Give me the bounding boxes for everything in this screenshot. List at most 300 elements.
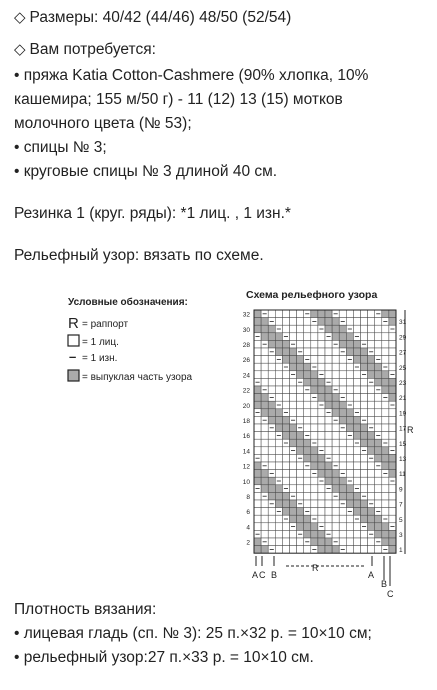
chart-cell	[268, 447, 275, 455]
chart-cell	[318, 424, 325, 432]
chart-cell	[290, 333, 297, 341]
chart-cell	[261, 394, 268, 402]
chart-cell	[332, 401, 339, 409]
chart-cell	[254, 394, 261, 402]
chart-cell	[275, 333, 282, 341]
chart-cell	[389, 462, 396, 470]
chart-cell	[353, 416, 360, 424]
chart-cell	[325, 371, 332, 379]
chart-cell	[275, 492, 282, 500]
density-title: Плотность вязания:	[14, 601, 157, 618]
chart-cell	[290, 386, 297, 394]
chart-cell	[261, 447, 268, 455]
chart-cell	[268, 416, 275, 424]
chart-cell	[368, 409, 375, 417]
chart-cell	[275, 340, 282, 348]
chart-cell	[282, 424, 289, 432]
chart-cell	[389, 318, 396, 326]
chart-cell	[389, 340, 396, 348]
chart-cell	[339, 409, 346, 417]
chart-cell	[268, 432, 275, 440]
chart-cell	[311, 424, 318, 432]
chart-cell	[261, 318, 268, 326]
chart-cell	[318, 485, 325, 493]
chart-cell	[353, 477, 360, 485]
chart-cell	[389, 485, 396, 493]
legend-purl-symbol: –	[69, 349, 77, 364]
chart-cell	[325, 318, 332, 326]
chart-cell	[304, 325, 311, 333]
circular-needles-line: • круговые спицы № 3 длиной 40 см.	[14, 163, 278, 180]
chart-cell	[254, 462, 261, 470]
chart-cell	[318, 416, 325, 424]
legend-relief-text: = выпуклая часть узора	[82, 372, 193, 383]
chart-cell	[346, 523, 353, 531]
chart-cell	[290, 485, 297, 493]
chart-cell	[290, 363, 297, 371]
chart-cell	[332, 546, 339, 554]
chart-cell	[261, 432, 268, 440]
chart-cell	[361, 363, 368, 371]
chart-cell	[382, 492, 389, 500]
chart-cell	[375, 439, 382, 447]
row-label-left: 30	[242, 326, 250, 334]
chart-cell	[353, 492, 360, 500]
chart-cell	[275, 485, 282, 493]
chart-cell	[275, 500, 282, 508]
side-rapport-label: R	[407, 425, 414, 435]
chart-cell	[290, 348, 297, 356]
chart-cell	[254, 523, 261, 531]
chart-cell	[382, 371, 389, 379]
chart-cell	[368, 356, 375, 364]
legend-knit-square	[68, 335, 79, 346]
chart-title: Схема рельефного узора	[246, 289, 378, 301]
chart-cell	[311, 378, 318, 386]
chart-cell	[290, 546, 297, 554]
chart-cell	[290, 424, 297, 432]
chart-cell	[268, 530, 275, 538]
chart-cell	[290, 439, 297, 447]
row-label-left: 12	[242, 463, 250, 471]
chart-cell	[311, 348, 318, 356]
chart-cell	[275, 523, 282, 531]
chart-cell	[297, 356, 304, 364]
chart-cell	[318, 348, 325, 356]
chart-cell	[275, 378, 282, 386]
chart-cell	[375, 363, 382, 371]
chart-cell	[254, 546, 261, 554]
chart-cell	[254, 492, 261, 500]
chart-cell	[339, 530, 346, 538]
chart-cell	[318, 363, 325, 371]
chart-cell	[375, 523, 382, 531]
chart-cell	[282, 447, 289, 455]
chart-cell	[325, 538, 332, 546]
chart-cell	[268, 310, 275, 318]
row-label-right: 23	[399, 380, 407, 387]
chart-cell	[297, 508, 304, 516]
chart-cell	[339, 432, 346, 440]
chart-cell	[325, 447, 332, 455]
chart-cell	[290, 454, 297, 462]
chart-cell	[275, 371, 282, 379]
chart-cell	[382, 348, 389, 356]
chart-cell	[353, 470, 360, 478]
chart-cell	[368, 371, 375, 379]
bottom-label-b-left: B	[271, 570, 278, 580]
chart-cell	[375, 485, 382, 493]
chart-cell	[282, 340, 289, 348]
relief-pattern-line: Рельефный узор: вязать по схеме.	[14, 247, 264, 264]
chart-cell	[268, 325, 275, 333]
chart-cell	[261, 515, 268, 523]
chart-cell	[297, 485, 304, 493]
chart-cell	[361, 325, 368, 333]
chart-cell	[375, 318, 382, 326]
chart-cell	[311, 454, 318, 462]
chart-cell	[332, 378, 339, 386]
chart-cell	[304, 439, 311, 447]
chart-cell	[361, 333, 368, 341]
chart-cell	[261, 356, 268, 364]
chart-cell	[297, 386, 304, 394]
chart-cell	[389, 432, 396, 440]
chart-cell	[332, 523, 339, 531]
chart-cell	[382, 378, 389, 386]
chart-cell	[311, 485, 318, 493]
chart-cell	[389, 409, 396, 417]
chart-cell	[282, 394, 289, 402]
chart-cell	[290, 401, 297, 409]
chart-cell	[346, 363, 353, 371]
chart-cell	[389, 530, 396, 538]
chart-cell	[275, 546, 282, 554]
chart-cell	[261, 409, 268, 417]
chart-cell	[304, 424, 311, 432]
chart-cell	[389, 470, 396, 478]
chart-cell	[389, 416, 396, 424]
chart-cell	[254, 356, 261, 364]
chart-cell	[375, 378, 382, 386]
chart-cell	[268, 409, 275, 417]
row-label-right: 11	[399, 471, 406, 479]
diamond-outline-icon: ◇	[14, 9, 26, 26]
chart-cell	[368, 470, 375, 478]
chart-cell	[290, 409, 297, 417]
bottom-rapport-label: R	[312, 563, 319, 573]
chart-cell	[339, 386, 346, 394]
chart-cell	[368, 447, 375, 455]
chart-cell	[353, 356, 360, 364]
chart-cell	[382, 409, 389, 417]
chart-cell	[353, 530, 360, 538]
chart-cell	[375, 416, 382, 424]
chart-cell	[346, 424, 353, 432]
row-label-right: 3	[399, 532, 403, 539]
chart-cell	[254, 447, 261, 455]
chart-cell	[332, 394, 339, 402]
bottom-label-a-left: A	[252, 570, 259, 580]
chart-cell	[353, 325, 360, 333]
chart-cell	[368, 401, 375, 409]
chart-cell	[282, 546, 289, 554]
chart-cell	[325, 401, 332, 409]
row-label-left: 32	[242, 311, 250, 319]
row-labels-left	[243, 312, 251, 547]
chart-cell	[375, 333, 382, 341]
chart-cell	[389, 508, 396, 516]
chart-cell	[382, 447, 389, 455]
chart-cell	[339, 439, 346, 447]
chart-cell	[318, 530, 325, 538]
chart-cell	[275, 363, 282, 371]
chart-cell	[282, 356, 289, 364]
bottom-label-c-right: C	[387, 589, 394, 599]
chart-cell	[282, 310, 289, 318]
chart-cell	[318, 333, 325, 341]
chart-cell	[304, 477, 311, 485]
chart-cell	[339, 401, 346, 409]
chart-cell	[304, 500, 311, 508]
chart-cell	[297, 340, 304, 348]
chart-cell	[346, 409, 353, 417]
chart-cell	[382, 500, 389, 508]
chart-cell	[375, 492, 382, 500]
chart-cell	[368, 546, 375, 554]
chart-cell	[389, 378, 396, 386]
chart-cell	[304, 546, 311, 554]
chart-cell	[346, 439, 353, 447]
chart-cell	[254, 515, 261, 523]
chart-cell	[254, 432, 261, 440]
chart-cell	[332, 500, 339, 508]
chart-cell	[361, 432, 368, 440]
chart-cell	[382, 386, 389, 394]
chart-cell	[353, 432, 360, 440]
chart-cell	[282, 477, 289, 485]
chart-cell	[261, 378, 268, 386]
row-label-left: 4	[246, 524, 250, 532]
chart-cell	[325, 500, 332, 508]
row-label-right: 31	[399, 319, 407, 327]
chart-cell	[290, 356, 297, 364]
chart-cell	[368, 340, 375, 348]
bottom-label-a-right: A	[368, 570, 375, 580]
chart-cell	[268, 515, 275, 523]
chart-cell	[353, 523, 360, 531]
chart-cell	[261, 371, 268, 379]
chart-cell	[311, 530, 318, 538]
chart-cell	[361, 348, 368, 356]
chart-cell	[290, 538, 297, 546]
chart-cell	[254, 371, 261, 379]
chart-cell	[311, 340, 318, 348]
chart-cell	[375, 500, 382, 508]
chart-cell	[311, 310, 318, 318]
chart-cell	[304, 447, 311, 455]
chart-cell	[261, 508, 268, 516]
row-label-right: 13	[399, 456, 407, 463]
chart-cell	[275, 447, 282, 455]
chart-cell	[275, 348, 282, 356]
chart-cell	[290, 325, 297, 333]
chart-cell	[325, 310, 332, 318]
chart-cell	[382, 454, 389, 462]
chart-cell	[304, 340, 311, 348]
chart-cell	[282, 523, 289, 531]
yarn-line-3: молочного цвета (№ 53);	[14, 115, 192, 132]
chart-cell	[339, 447, 346, 455]
chart-cell	[318, 515, 325, 523]
chart-cell	[275, 530, 282, 538]
chart-cell	[261, 485, 268, 493]
row-label-right: 7	[399, 501, 403, 509]
chart-cell	[304, 371, 311, 379]
chart-cell	[389, 356, 396, 364]
chart-cell	[346, 310, 353, 318]
chart-cell	[353, 454, 360, 462]
chart-cell	[261, 348, 268, 356]
chart-cell	[346, 470, 353, 478]
chart-cell	[361, 546, 368, 554]
chart-cell	[339, 363, 346, 371]
chart-cell	[282, 538, 289, 546]
chart-cell	[311, 523, 318, 531]
chart-cell	[382, 401, 389, 409]
chart-cell	[325, 386, 332, 394]
chart-cell	[389, 439, 396, 447]
chart-cell	[268, 538, 275, 546]
chart-cell	[297, 394, 304, 402]
chart-cell	[325, 356, 332, 364]
chart-cell	[304, 485, 311, 493]
row-label-left: 8	[246, 494, 250, 501]
chart-cell	[275, 470, 282, 478]
chart-cell	[254, 424, 261, 432]
chart-cell	[261, 424, 268, 432]
chart-cell	[311, 356, 318, 364]
chart-cell	[268, 340, 275, 348]
chart-cell	[304, 470, 311, 478]
chart-cell	[382, 416, 389, 424]
chart-cell	[290, 378, 297, 386]
chart-cell	[275, 386, 282, 394]
chart-cell	[290, 432, 297, 440]
chart-cell	[332, 424, 339, 432]
chart-cell	[346, 500, 353, 508]
chart-cell	[297, 310, 304, 318]
chart-cell	[297, 325, 304, 333]
chart-cell	[339, 416, 346, 424]
row-label-left: 26	[242, 357, 250, 365]
row-label-right: 29	[399, 334, 407, 342]
chart-cell	[332, 363, 339, 371]
chart-cell	[389, 492, 396, 500]
chart-cell	[304, 348, 311, 356]
bottom-label-c-left: C	[259, 570, 266, 580]
chart-cell	[261, 470, 268, 478]
legend-r-symbol: R	[68, 315, 79, 332]
chart-cell	[297, 432, 304, 440]
chart-cell	[353, 508, 360, 516]
chart-cell	[311, 477, 318, 485]
chart-cell	[254, 439, 261, 447]
chart-cell	[325, 508, 332, 516]
chart-cell	[297, 538, 304, 546]
chart-cell	[268, 523, 275, 531]
chart-cell	[361, 462, 368, 470]
chart-cell	[339, 538, 346, 546]
chart-cell	[382, 530, 389, 538]
chart-cell	[268, 477, 275, 485]
chart-cell	[346, 492, 353, 500]
chart-cell	[304, 401, 311, 409]
chart-cell	[361, 530, 368, 538]
chart-cell	[318, 492, 325, 500]
chart-cell	[297, 439, 304, 447]
chart-cell	[254, 401, 261, 409]
chart-cell	[318, 439, 325, 447]
chart-cell	[332, 318, 339, 326]
chart-cell	[282, 401, 289, 409]
chart-cell	[254, 500, 261, 508]
chart-cell	[382, 333, 389, 341]
chart-cell	[332, 371, 339, 379]
chart-cell	[268, 508, 275, 516]
chart-cell	[361, 310, 368, 318]
chart-cell	[389, 538, 396, 546]
chart-cell	[318, 470, 325, 478]
needles-line: • спицы № 3;	[14, 139, 107, 156]
chart-cell	[282, 500, 289, 508]
row-label-right: 17	[399, 425, 407, 433]
chart-cell	[375, 447, 382, 455]
chart-cell	[325, 363, 332, 371]
chart-cell	[318, 318, 325, 326]
chart-cell	[254, 470, 261, 478]
chart-cell	[361, 378, 368, 386]
chart-cell	[353, 424, 360, 432]
chart-cell	[353, 340, 360, 348]
chart-cell	[332, 508, 339, 516]
chart-cell	[275, 424, 282, 432]
chart-cell	[282, 325, 289, 333]
chart-cell	[254, 363, 261, 371]
chart-cell	[346, 348, 353, 356]
chart-cell	[339, 356, 346, 364]
chart-cell	[318, 394, 325, 402]
chart-cell	[332, 515, 339, 523]
chart-cell	[290, 500, 297, 508]
chart-cell	[346, 538, 353, 546]
chart-cell	[325, 394, 332, 402]
chart-cell	[268, 371, 275, 379]
chart-cell	[297, 401, 304, 409]
chart-cell	[361, 508, 368, 516]
chart-cell	[368, 416, 375, 424]
chart-cell	[325, 325, 332, 333]
row-label-left: 10	[242, 478, 250, 486]
chart-cell	[282, 470, 289, 478]
row-label-right: 27	[399, 349, 407, 357]
chart-cell	[375, 371, 382, 379]
chart-cell	[382, 508, 389, 516]
chart-cell	[375, 409, 382, 417]
chart-cell	[282, 508, 289, 516]
chart-cell	[368, 386, 375, 394]
chart-cell	[282, 371, 289, 379]
